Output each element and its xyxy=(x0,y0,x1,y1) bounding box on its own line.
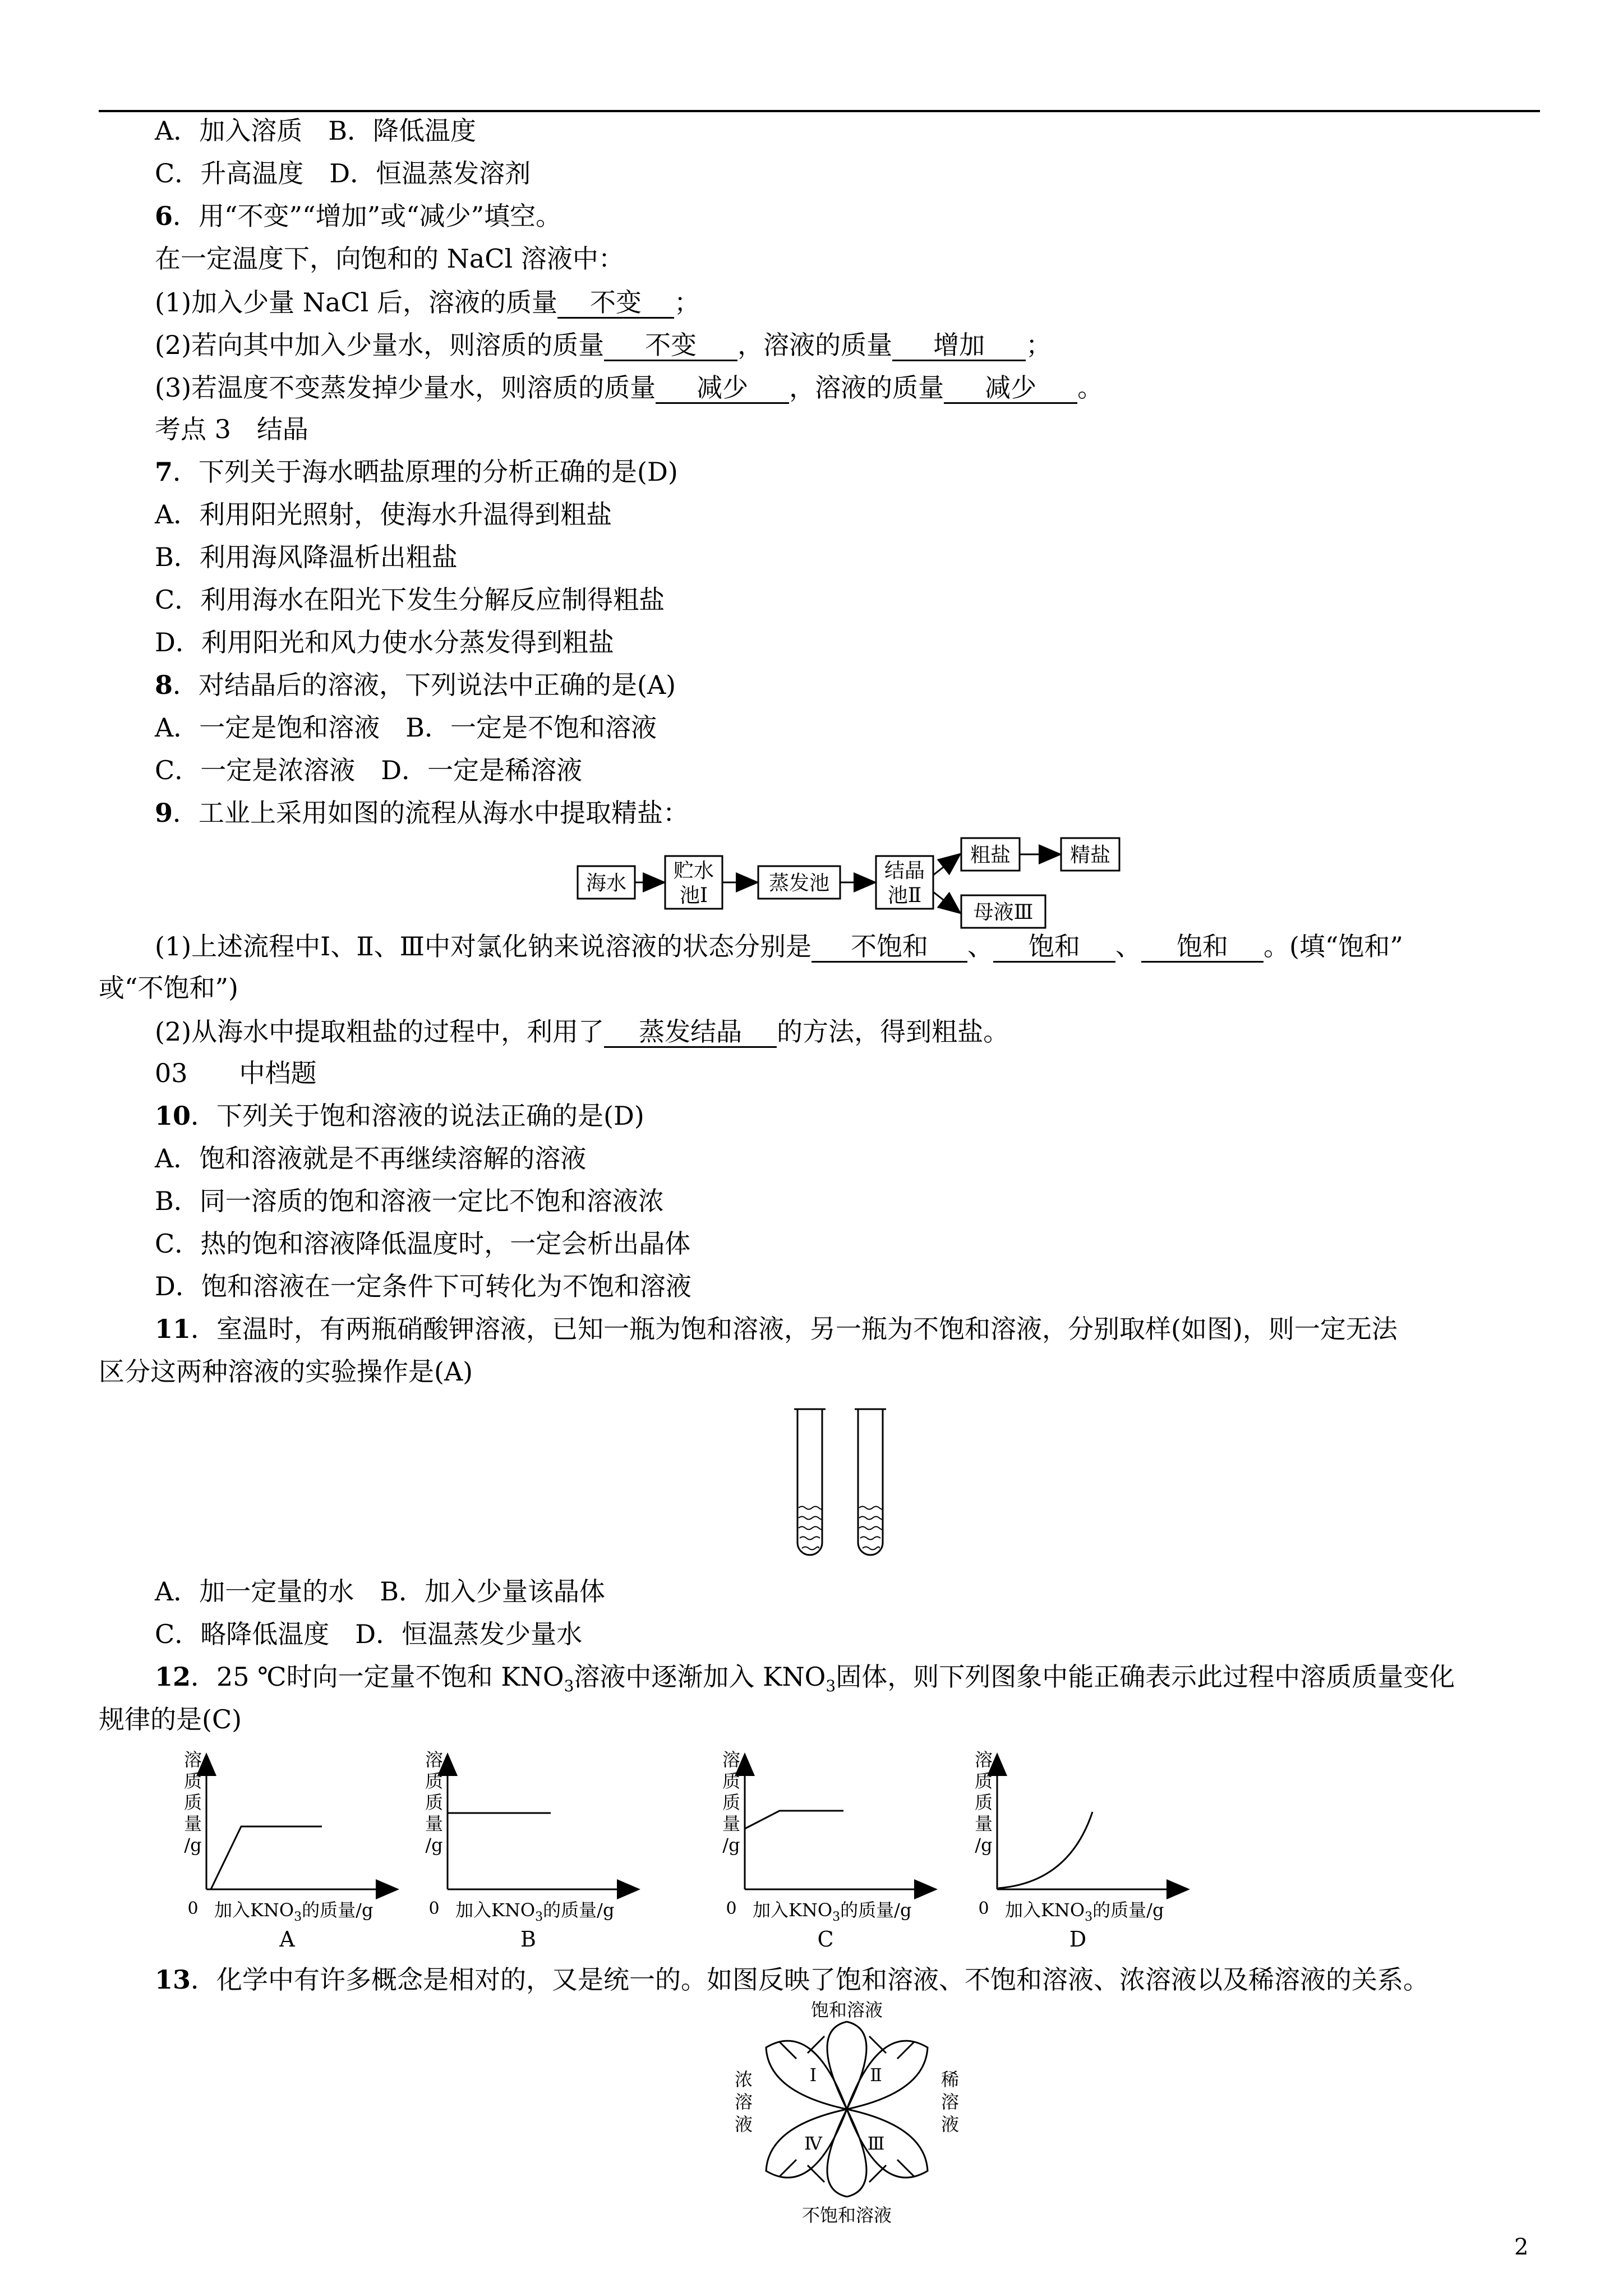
answer-blank: 减少 xyxy=(944,374,1077,404)
answer-blank: 不变 xyxy=(604,331,737,361)
y-axis-label-char: 量 xyxy=(722,1813,741,1834)
origin-label: 0 xyxy=(978,1899,989,1918)
label-dilute-char: 液 xyxy=(940,2114,960,2135)
origin-label: 0 xyxy=(187,1899,199,1918)
answer-blank: 蒸发结晶 xyxy=(604,1018,777,1048)
q12-stem-text-a: ．25 ℃时向一定量不饱和 KNO xyxy=(191,1662,564,1692)
liquid-line xyxy=(859,1517,883,1520)
q6-part-3 xyxy=(155,374,1103,404)
q5-options-row-2 xyxy=(155,160,531,186)
graph-d xyxy=(975,1749,1187,1952)
q9-p2-end: 的方法，得到粗盐。 xyxy=(777,1016,1009,1047)
q8-stem-text: ．对结晶后的溶液，下列说法中正确的是(A) xyxy=(173,670,676,700)
graph-a-curve xyxy=(211,1826,322,1889)
tick-mark xyxy=(780,2042,796,2059)
liquid-line xyxy=(800,1537,820,1540)
answer-blank: 饱和 xyxy=(993,932,1115,963)
y-axis-label-char: 溶 xyxy=(974,1749,993,1770)
graph-a-letter: A xyxy=(279,1927,295,1952)
q12-stem-continued: 规律的是(C) xyxy=(99,1704,242,1734)
q6-p2-text: (2)若向其中加入少量水，则溶质的质量 xyxy=(155,330,605,360)
y-axis-label-char: 溶 xyxy=(425,1749,444,1770)
y-axis-label-unit: /g xyxy=(184,1834,202,1856)
q11-option-a: A．加一定量的水 xyxy=(155,1576,354,1607)
q10-stem-text: ．下列关于饱和溶液的说法正确的是(D) xyxy=(191,1101,644,1131)
tick-mark xyxy=(897,2042,914,2059)
q12-graphs xyxy=(183,1745,1529,1958)
flow-label-seawater: 海水 xyxy=(585,872,627,895)
q8-option-a: A．一定是饱和溶液 xyxy=(155,712,380,743)
graph-d-curve xyxy=(998,1812,1092,1888)
flow-label-mother-liquor: 母液Ⅲ xyxy=(973,901,1034,924)
q10-option-d: D．饱和溶液在一定条件下可转化为不饱和溶液 xyxy=(155,1271,691,1301)
q7-stem xyxy=(155,459,678,485)
label-concentrated-char: 浓 xyxy=(734,2069,753,2090)
label-dilute-char: 稀 xyxy=(940,2069,960,2090)
petal-bottom-right xyxy=(847,2109,928,2178)
q6-p2-end: ； xyxy=(1026,330,1052,360)
y-axis-label-unit: /g xyxy=(975,1834,993,1856)
y-axis-label-char: 量 xyxy=(974,1813,993,1834)
q11-number: 11 xyxy=(155,1314,191,1344)
y-axis-label-char: 质 xyxy=(722,1770,741,1792)
q8-option-b: B．一定是不饱和溶液 xyxy=(405,712,657,743)
q6-stem-text: ．用“不变”“增加”或“减少”填空。 xyxy=(173,201,562,231)
petal-top-right xyxy=(847,2041,928,2109)
liquid-surface xyxy=(859,1507,883,1510)
page-number: 2 xyxy=(1514,2234,1529,2260)
q6-part-2 xyxy=(155,331,1052,361)
y-axis-label-char: 溶 xyxy=(183,1749,202,1770)
q11-options-row-2 xyxy=(155,1621,582,1647)
q9-p1-end: 。(填“饱和” xyxy=(1263,931,1403,961)
q8-option-c: C．一定是浓溶液 xyxy=(155,755,356,785)
q13-stem xyxy=(155,1964,1430,1995)
graph-b-letter: B xyxy=(520,1927,536,1952)
q10-stem xyxy=(155,1103,644,1129)
q9-flow-diagram xyxy=(566,836,1150,937)
graph-b xyxy=(425,1749,637,1952)
y-axis-label-char: 质 xyxy=(425,1770,444,1792)
y-axis-label-char: 质 xyxy=(425,1792,444,1813)
q11-test-tubes-figure xyxy=(785,1406,909,1563)
q9-p2-text: (2)从海水中提取粗盐的过程中，利用了 xyxy=(155,1016,605,1047)
q12-number: 12 xyxy=(155,1662,191,1692)
q8-options-row-1 xyxy=(155,712,657,743)
answer-blank: 减少 xyxy=(656,374,789,404)
tick-mark xyxy=(897,2160,914,2177)
q12-stem-text-c: 固体，则下列图象中能正确表示此过程中溶质质量变化 xyxy=(836,1662,1455,1692)
region-2-label: Ⅱ xyxy=(870,2064,882,2086)
header-rule xyxy=(99,110,1540,112)
q9-part-1 xyxy=(155,932,1403,963)
petal-arc xyxy=(847,2109,866,2197)
liquid-line xyxy=(863,1547,879,1550)
q11-stem-text: ．室温时，有两瓶硝酸钾溶液，已知一瓶为饱和溶液，另一瓶为不饱和溶液，分别取样(如图)，则一定无法 xyxy=(191,1314,1398,1344)
q6-p2-mid: ，溶液的质量 xyxy=(737,330,893,360)
x-axis-label: 加入$KNO_3$的质量/g xyxy=(455,1899,615,1924)
answer-blank: 不变 xyxy=(557,288,674,319)
flow-label-storage-a: 贮水 xyxy=(673,859,714,882)
q9-stem xyxy=(155,800,689,826)
section-heading-crystallization: 考点 3 结晶 xyxy=(155,414,308,444)
region-4-label: Ⅳ xyxy=(804,2133,822,2154)
q12-stem-text-b: 溶液中逐渐加入 KNO xyxy=(574,1662,826,1692)
q6-p1-end: ； xyxy=(674,287,700,318)
flow-arrow xyxy=(933,892,959,912)
q5-option-a: A．加入溶质 xyxy=(155,116,303,146)
q13-stem-text: ．化学中有许多概念是相对的，又是统一的。如图反映了饱和溶液、不饱和溶液、浓溶液以及稀溶液的关系。 xyxy=(191,1964,1430,1995)
q11-options-row-1 xyxy=(155,1576,606,1607)
x-axis-label: 加入$KNO_3$的质量/g xyxy=(214,1899,374,1924)
test-tube-right xyxy=(858,1409,883,1555)
q9-p1-text: (1)上述流程中Ⅰ、Ⅱ、Ⅲ中对氯化钠来说溶液的状态分别是 xyxy=(155,931,811,961)
test-tube-left xyxy=(797,1409,822,1555)
subscript: 3 xyxy=(826,1677,836,1696)
q13-number: 13 xyxy=(155,1964,191,1995)
y-axis-label-char: 质 xyxy=(722,1792,741,1813)
answer-blank: 饱和 xyxy=(1141,932,1264,963)
graph-c-letter: C xyxy=(817,1927,834,1952)
liquid-line xyxy=(860,1537,880,1540)
liquid-line xyxy=(799,1517,822,1520)
answer-blank: 增加 xyxy=(892,331,1026,361)
tick-mark xyxy=(780,2160,796,2177)
tick-mark xyxy=(808,2165,824,2182)
label-dilute-char: 溶 xyxy=(940,2091,960,2113)
q5-option-c: C．升高温度 xyxy=(155,158,304,188)
q7-number: 7 xyxy=(155,457,173,487)
liquid-surface xyxy=(799,1507,822,1510)
q6-part-1 xyxy=(155,288,700,319)
label-unsaturated-solution: 不饱和溶液 xyxy=(801,2205,892,2226)
q9-number: 9 xyxy=(155,798,173,828)
flow-label-crude-salt: 粗盐 xyxy=(970,844,1011,867)
q8-stem xyxy=(155,672,676,698)
q8-number: 8 xyxy=(155,670,173,700)
origin-label: 0 xyxy=(726,1899,737,1918)
q8-options-row-2 xyxy=(155,757,582,783)
y-axis-label-unit: /g xyxy=(425,1834,443,1856)
liquid-line xyxy=(802,1547,819,1550)
answer-blank: 不饱和 xyxy=(811,932,967,963)
q6-p3-end: 。 xyxy=(1077,372,1104,403)
tick-mark xyxy=(869,2036,886,2053)
y-axis-label-char: 质 xyxy=(183,1770,202,1792)
q12-stem xyxy=(155,1664,1455,1694)
q7-option-a: A．利用阳光照射，使海水升温得到粗盐 xyxy=(155,499,612,530)
liquid-line xyxy=(859,1527,883,1530)
q11-option-d: D．恒温蒸发少量水 xyxy=(355,1619,583,1649)
origin-label: 0 xyxy=(428,1899,440,1918)
liquid-line xyxy=(799,1527,822,1530)
petal-arc xyxy=(827,2109,847,2197)
q7-option-c: C．利用海水在阳光下发生分解反应制得粗盐 xyxy=(155,585,665,615)
q7-option-d: D．利用阳光和风力使水分蒸发得到粗盐 xyxy=(155,627,614,657)
y-axis-label-char: 质 xyxy=(183,1792,202,1813)
tick-mark xyxy=(869,2165,886,2182)
graph-c-curve xyxy=(745,1811,843,1829)
q10-option-a: A．饱和溶液就是不再继续溶解的溶液 xyxy=(155,1143,587,1174)
q6-number: 6 xyxy=(155,201,173,231)
q5-options-row-1 xyxy=(155,118,476,144)
y-axis-label-char: 溶 xyxy=(722,1749,741,1770)
q10-option-c: C．热的饱和溶液降低温度时，一定会析出晶体 xyxy=(155,1228,691,1259)
subscript: 3 xyxy=(564,1677,574,1696)
q5-option-d: D．恒温蒸发溶剂 xyxy=(329,158,531,188)
q6-p3-mid: ，溶液的质量 xyxy=(789,372,944,403)
x-axis-label: 加入$KNO_3$的质量/g xyxy=(753,1899,912,1924)
flow-label-crystal-b: 池Ⅱ xyxy=(887,884,922,907)
q7-option-b: B．利用海风降温析出粗盐 xyxy=(155,542,458,572)
graph-a xyxy=(184,1749,396,1952)
q6-intro: 在一定温度下，向饱和的 NaCl 溶液中： xyxy=(155,243,624,274)
graph-c xyxy=(722,1749,934,1952)
flow-label-evaporation: 蒸发池 xyxy=(768,872,830,895)
q6-p1-text: (1)加入少量 NaCl 后，溶液的质量 xyxy=(155,287,557,318)
q11-option-b: B．加入少量该晶体 xyxy=(380,1576,606,1607)
q6-p3-text: (3)若温度不变蒸发掉少量水，则溶质的质量 xyxy=(155,372,656,403)
q10-option-b: B．同一溶质的饱和溶液一定比不饱和溶液浓 xyxy=(155,1186,664,1216)
petal-arc xyxy=(847,2022,866,2109)
q11-option-c: C．略降低温度 xyxy=(155,1619,330,1649)
flow-arrow xyxy=(933,855,959,875)
flow-label-fine-salt: 精盐 xyxy=(1069,844,1111,867)
q9-part-1-continued: 或“不饱和”) xyxy=(99,973,238,1003)
flow-label-crystal-a: 结晶 xyxy=(884,859,925,882)
label-concentrated-char: 液 xyxy=(734,2114,753,2135)
y-axis-label-unit: /g xyxy=(722,1834,740,1856)
section-heading-intermediate: 03 中档题 xyxy=(155,1058,317,1088)
label-concentrated-char: 溶 xyxy=(734,2091,753,2113)
q13-solution-relationship-diagram xyxy=(723,1997,970,2227)
q6-stem xyxy=(155,203,561,229)
q9-stem-text: ．工业上采用如图的流程从海水中提取精盐： xyxy=(173,798,689,828)
q7-stem-text: ．下列关于海水晒盐原理的分析正确的是(D) xyxy=(173,457,678,487)
graph-d-letter: D xyxy=(1069,1927,1087,1952)
q11-stem-continued: 区分这两种溶液的实验操作是(A) xyxy=(99,1356,473,1387)
x-axis-label: 加入$KNO_3$的质量/g xyxy=(1005,1899,1164,1924)
flow-label-storage-b: 池Ⅰ xyxy=(679,884,708,907)
petal-arc xyxy=(827,2022,847,2109)
y-axis-label-char: 量 xyxy=(183,1813,202,1834)
separator: 、 xyxy=(1115,931,1141,961)
q9-part-2 xyxy=(155,1018,1009,1048)
y-axis-label-char: 质 xyxy=(974,1792,993,1813)
region-1-label: Ⅰ xyxy=(809,2064,817,2086)
tick-mark xyxy=(808,2036,824,2053)
q8-option-d: D．一定是稀溶液 xyxy=(381,755,583,785)
label-saturated-solution: 饱和溶液 xyxy=(810,1999,883,2021)
region-3-label: Ⅲ xyxy=(867,2133,885,2154)
q10-number: 10 xyxy=(155,1101,191,1131)
y-axis-label-char: 质 xyxy=(974,1770,993,1792)
petal-top-left xyxy=(766,2041,847,2109)
q5-option-b: B．降低温度 xyxy=(328,116,477,146)
q11-stem xyxy=(155,1316,1398,1342)
separator: 、 xyxy=(967,931,993,961)
y-axis-label-char: 量 xyxy=(425,1813,444,1834)
